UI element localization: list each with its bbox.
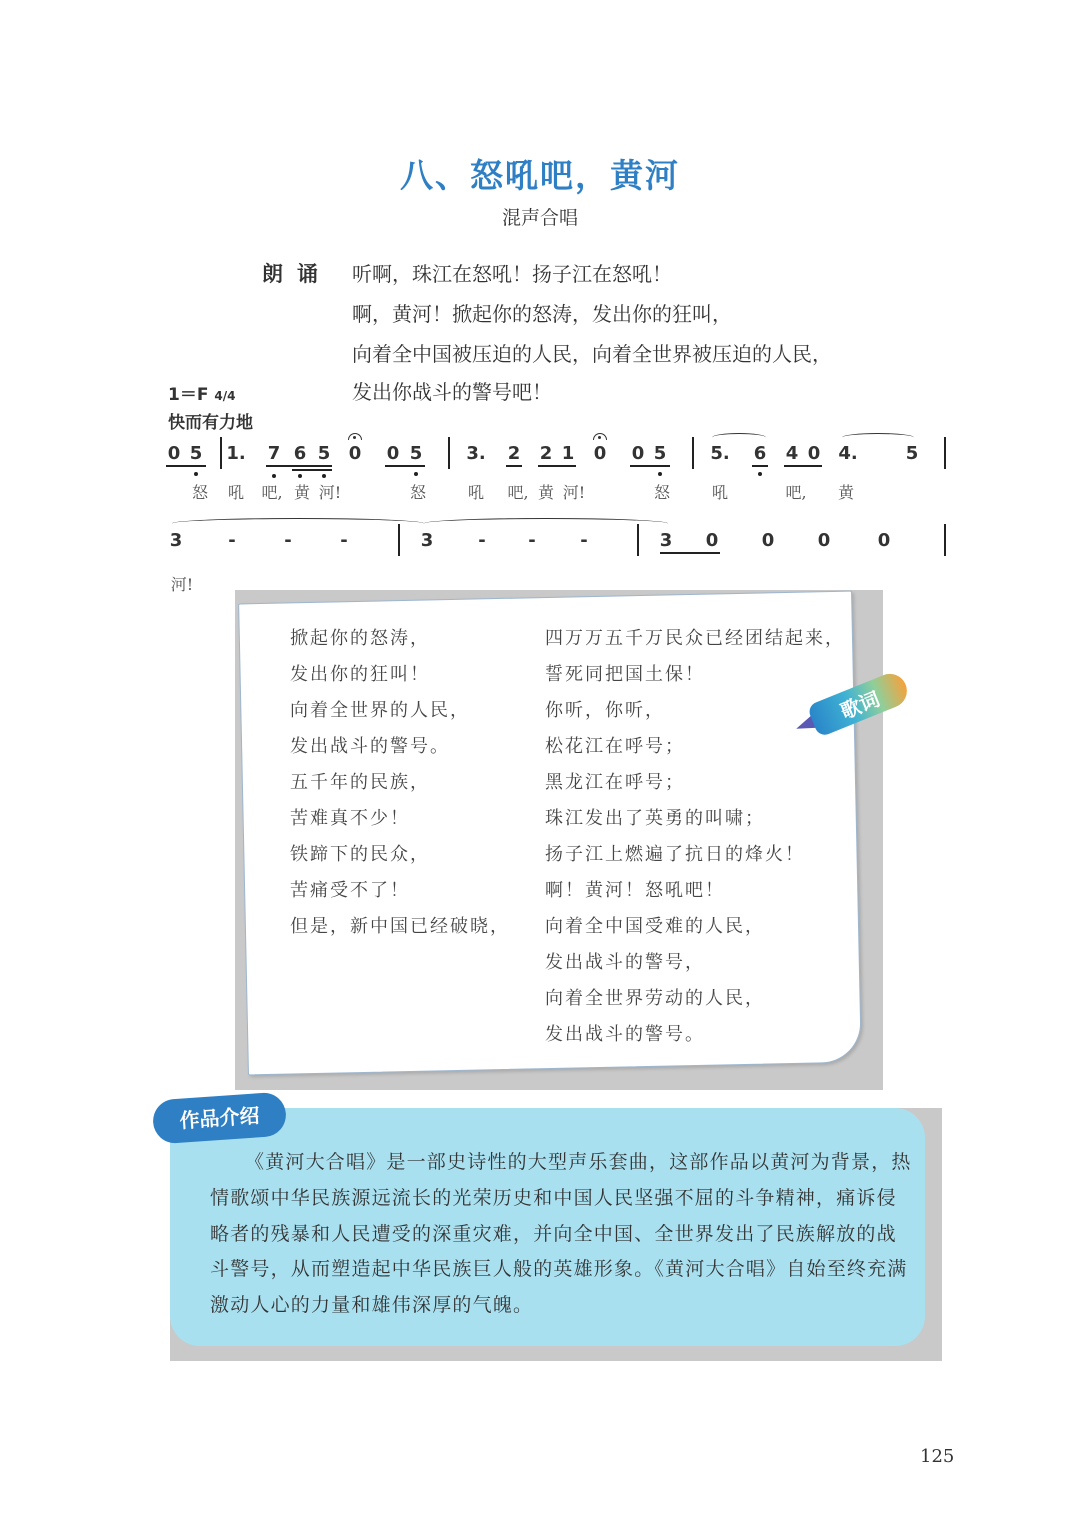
key-value: 1＝F bbox=[168, 385, 209, 405]
note: 3. bbox=[466, 443, 486, 464]
beam bbox=[506, 465, 522, 467]
note: 5 bbox=[905, 443, 919, 464]
note: 5 bbox=[409, 443, 423, 464]
slur bbox=[842, 433, 914, 442]
lyrics-line: 松花江在呼号； bbox=[545, 736, 685, 757]
note: 0 bbox=[593, 443, 607, 464]
lyric: 吼 bbox=[227, 483, 245, 502]
slur bbox=[424, 518, 668, 529]
note: 0 bbox=[705, 530, 719, 551]
note: - bbox=[228, 530, 236, 551]
note: 3 bbox=[659, 530, 673, 551]
note: 5. bbox=[710, 443, 730, 464]
note: 0 bbox=[877, 530, 891, 551]
note: 0 bbox=[631, 443, 645, 464]
lyric: 黄 bbox=[537, 483, 555, 502]
slur bbox=[712, 433, 766, 442]
note: 1 bbox=[561, 443, 575, 464]
note: 0 bbox=[807, 443, 821, 464]
page-title: 八、怒吼吧，黄河 bbox=[400, 156, 680, 195]
intro-line: 略者的残暴和人民遭受的深重灾难，并向全中国、全世界发出了民族解放的战 bbox=[210, 1223, 897, 1245]
note: 7 bbox=[267, 443, 281, 464]
lyric: 吼 bbox=[467, 483, 485, 502]
octave-dot bbox=[758, 472, 762, 476]
intro-line: 情歌颂中华民族源远流长的光荣历史和中国人民坚强不屈的斗争精神，痛诉侵 bbox=[210, 1187, 897, 1209]
note: - bbox=[284, 530, 292, 551]
beam bbox=[166, 465, 206, 467]
intro-tab: 作品介绍 bbox=[152, 1091, 288, 1144]
lyrics-line: 发出战斗的警号， bbox=[545, 952, 705, 973]
recitation-line: 听啊，珠江在怒吼！扬子江在怒吼！ bbox=[352, 262, 672, 286]
lyric: 怒 bbox=[653, 483, 671, 502]
beam bbox=[538, 465, 576, 467]
note: - bbox=[478, 530, 486, 551]
lyrics-line: 扬子江上燃遍了抗日的烽火！ bbox=[545, 844, 805, 865]
time-signature: 4/4 bbox=[214, 389, 236, 403]
note: 0 bbox=[167, 443, 181, 464]
lyrics-line: 但是，新中国已经破晓， bbox=[290, 916, 510, 937]
note: - bbox=[580, 530, 588, 551]
note: 5 bbox=[317, 443, 331, 464]
lyrics-line: 发出你的狂叫！ bbox=[290, 664, 430, 685]
note: 5 bbox=[189, 443, 203, 464]
octave-dot bbox=[272, 474, 276, 478]
note: 6 bbox=[753, 443, 767, 464]
lyrics-line: 四万万五千万民众已经团结起来， bbox=[545, 628, 845, 649]
lyric: 黄 bbox=[837, 483, 855, 502]
beam bbox=[266, 465, 332, 467]
lyrics-line: 苦痛受不了！ bbox=[290, 880, 410, 901]
note: 0 bbox=[348, 443, 362, 464]
note: - bbox=[340, 530, 348, 551]
note: 3 bbox=[420, 530, 434, 551]
intro-line: 《黄河大合唱》是一部史诗性的大型声乐套曲，这部作品以黄河为背景，热 bbox=[245, 1151, 912, 1173]
lyrics-line: 向着全世界的人民， bbox=[290, 700, 470, 721]
octave-dot bbox=[414, 472, 418, 476]
bar-line bbox=[637, 524, 639, 556]
note: 2 bbox=[507, 443, 521, 464]
note: 0 bbox=[817, 530, 831, 551]
recitation-label: 朗诵 bbox=[262, 261, 332, 286]
note: 0 bbox=[761, 530, 775, 551]
fermata bbox=[593, 433, 607, 440]
note: 2 bbox=[539, 443, 553, 464]
page-subtitle: 混声合唱 bbox=[501, 207, 578, 229]
bar-line bbox=[944, 524, 946, 556]
octave-dot bbox=[298, 474, 302, 478]
beam bbox=[784, 465, 822, 467]
lyric: 怒 bbox=[191, 483, 209, 502]
intro-line: 斗警号，从而塑造起中华民族巨人般的英雄形象。《黄河大合唱》自始至终充满 bbox=[210, 1258, 908, 1280]
bar-line bbox=[944, 437, 946, 469]
lyrics-line: 誓死同把国土保！ bbox=[545, 664, 705, 685]
intro-line: 激动人心的力量和雄伟深厚的气魄。 bbox=[210, 1294, 534, 1316]
lyrics-line: 掀起你的怒涛， bbox=[290, 628, 430, 649]
lyrics-tag-label: 歌词 bbox=[836, 686, 884, 724]
lyric: 河! bbox=[562, 483, 586, 502]
beam bbox=[292, 469, 332, 471]
beam bbox=[752, 465, 768, 467]
bar-line bbox=[220, 437, 222, 469]
lyric: 怒 bbox=[409, 483, 427, 502]
lyrics-line: 向着全世界劳动的人民， bbox=[545, 988, 765, 1009]
tempo-marking: 快而有力地 bbox=[168, 413, 253, 433]
lyric: 吼 bbox=[711, 483, 729, 502]
note: - bbox=[528, 530, 536, 551]
lyrics-line: 珠江发出了英勇的叫啸； bbox=[545, 808, 765, 829]
note: 4. bbox=[838, 443, 858, 464]
bar-line bbox=[692, 437, 694, 469]
note: 0 bbox=[386, 443, 400, 464]
lyric: 河! bbox=[170, 575, 194, 594]
octave-dot bbox=[322, 474, 326, 478]
octave-dot bbox=[194, 472, 198, 476]
recitation-line: 啊，黄河！掀起你的怒涛，发出你的狂叫， bbox=[352, 302, 732, 326]
bar-line bbox=[448, 437, 450, 469]
recitation-line: 向着全中国被压迫的人民，向着全世界被压迫的人民， bbox=[352, 342, 832, 366]
lyrics-line: 苦难真不少！ bbox=[290, 808, 410, 829]
lyrics-line: 你听，你听， bbox=[545, 700, 665, 721]
lyrics-line: 发出战斗的警号。 bbox=[290, 736, 450, 757]
beam bbox=[385, 465, 425, 467]
lyric: 黄 bbox=[293, 483, 311, 502]
page-number: 125 bbox=[920, 1446, 955, 1467]
note: 5 bbox=[653, 443, 667, 464]
lyric: 吧, bbox=[261, 483, 283, 502]
note: 3 bbox=[169, 530, 183, 551]
slur bbox=[172, 518, 424, 529]
fermata bbox=[348, 433, 362, 440]
bar-line bbox=[398, 524, 400, 556]
lyrics-line: 黑龙江在呼号； bbox=[545, 772, 685, 793]
lyric: 吧, bbox=[507, 483, 529, 502]
lyrics-line: 向着全中国受难的人民， bbox=[545, 916, 765, 937]
key-signature bbox=[168, 380, 235, 405]
beam bbox=[660, 552, 720, 554]
lyrics-line: 发出战斗的警号。 bbox=[545, 1024, 705, 1045]
note: 6 bbox=[293, 443, 307, 464]
recitation-line: 发出你战斗的警号吧！ bbox=[352, 380, 552, 404]
note: 1. bbox=[226, 443, 246, 464]
lyrics-line: 啊！黄河！怒吼吧！ bbox=[545, 880, 725, 901]
lyric: 吧, bbox=[785, 483, 807, 502]
lyrics-line: 铁蹄下的民众， bbox=[290, 844, 430, 865]
octave-dot bbox=[658, 472, 662, 476]
lyric: 河! bbox=[318, 483, 342, 502]
beam bbox=[630, 465, 670, 467]
lyrics-line: 五千年的民族， bbox=[290, 772, 430, 793]
note: 4 bbox=[785, 443, 799, 464]
